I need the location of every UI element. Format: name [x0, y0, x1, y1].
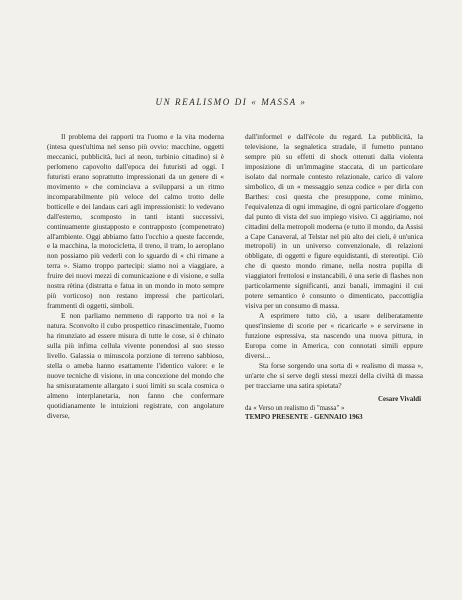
left-column	[47, 133, 224, 422]
magazine-issue: TEMPO PRESENTE - GENNAIO 1963	[245, 413, 363, 421]
right-column	[245, 133, 423, 423]
paragraph: A esprimere tutto ciò, a usare deliberatamente quest'insieme di scorie per « ricaricarle » e servirsene in funzione espressiva, sta nascendo una nuova pittura, in Europa come in America, con connotati simili eppure diversi...	[245, 312, 423, 360]
paragraph: Sta forse sorgendo una sorta di « realismo di massa », un'arte che si serve degli stessi mezzi della civiltà di massa per tracciarne una satira spietata?	[245, 361, 423, 390]
paragraph: E non parliamo nemmeno di rapporto tra noi e la natura. Sconvolto il cubo prospettico rinascimentale, l'uomo ha rinunziato ad essere misura di tutte le cose, si è chinato sulla più infima cellula vivente ponendosi al suo stesso livello. Galassia o minuscola porzione di terreno sabbioso, stella o ameba hanno esattamente l'identico valore: e le nuove tecniche di visione, in una concezione del mondo che ha smisuratamente allargato i suoi limiti su scala cosmica o almeno interplanetaria, non fanno che confermare quotidianamente le intuizioni registrate, con angolature diverse,	[47, 312, 224, 420]
paragraph: Il problema dei rapporti tra l'uomo e la vita moderna (intesa quest'ultima nel senso più ovvio: macchine, oggetti meccanici, pubblicità, luci al neon, turbinio cittadino) si è perlomeno capovolto dall'epoca dei futuristi ad oggi. I futuristi erano soprattutto impressionati da un genere di « movimento » che cominciava a svilupparsi a un ritmo incomparabilmente più veloce del calmo trotto delle botticelle e dei landaus cari agli impressionisti: lo vedevano dall'esterno, scomposto in tanti istanti successivi, continuamente giustapposto e contrapposto (compenetrato) all'ambiente. Oggi abbiamo fatto l'occhio a queste faccende, e la macchina, la motocicletta, il treno, il tram, lo aeroplano non possiamo più vederli con lo sguardo di « chi rimane a terra ». Siamo troppo partecipi: siamo noi a viaggiare, a fruire dei nuovi mezzi di comunicazione e di visione, e sulla nostra rètina (distratta e fatua in un mondo in moto sempre più vorticoso) non restano impressi che particolari, frammenti di oggetti, simboli.	[47, 133, 224, 311]
paragraph: dall'informel e dall'école du regard. La pubblicità, la televisione, la segnaletica stradale, il fumetto puntano sempre più su effetti di shock ottenuti dalla violenta imposizione di un'immagine staccata, di un particolare isolato dal normale contesto relazionale, carico di valore simbolico, di un « messaggio senza codice » per dirla con Barthes: cosi questa che presuppone, come minimo, l'equivalenza di ogni immagine, di ogni particolare d'oggetto dal punto di vista del suo impiego visivo. Ci aggiriamo, noi cittadini della metropoli moderna (e tutto il mondo, da Assisi a Cape Canaveral, al Telstar nel più alto dei cieli, è un'unica metropoli) in un universo convenzionale, di relazioni obbligate, di oggetti e figure equidistanti, di stereotipi. Ciò che di questo mondo rimane, nella nostra pupilla di viaggiatori frettolosi e instancabili, è una serie di flashes non particolarmente significanti, anzi banali, immagini il cui potere semantico è consunto o dimenticato, paccottiglia visiva per un consumo di massa.	[245, 133, 423, 311]
source-title: da « Verso un realismo di "massa" »	[245, 404, 345, 412]
article-title: UN REALISMO DI « MASSA »	[155, 97, 307, 107]
attribution	[245, 396, 423, 423]
author-name: Cesare Vivaldi	[378, 395, 421, 403]
